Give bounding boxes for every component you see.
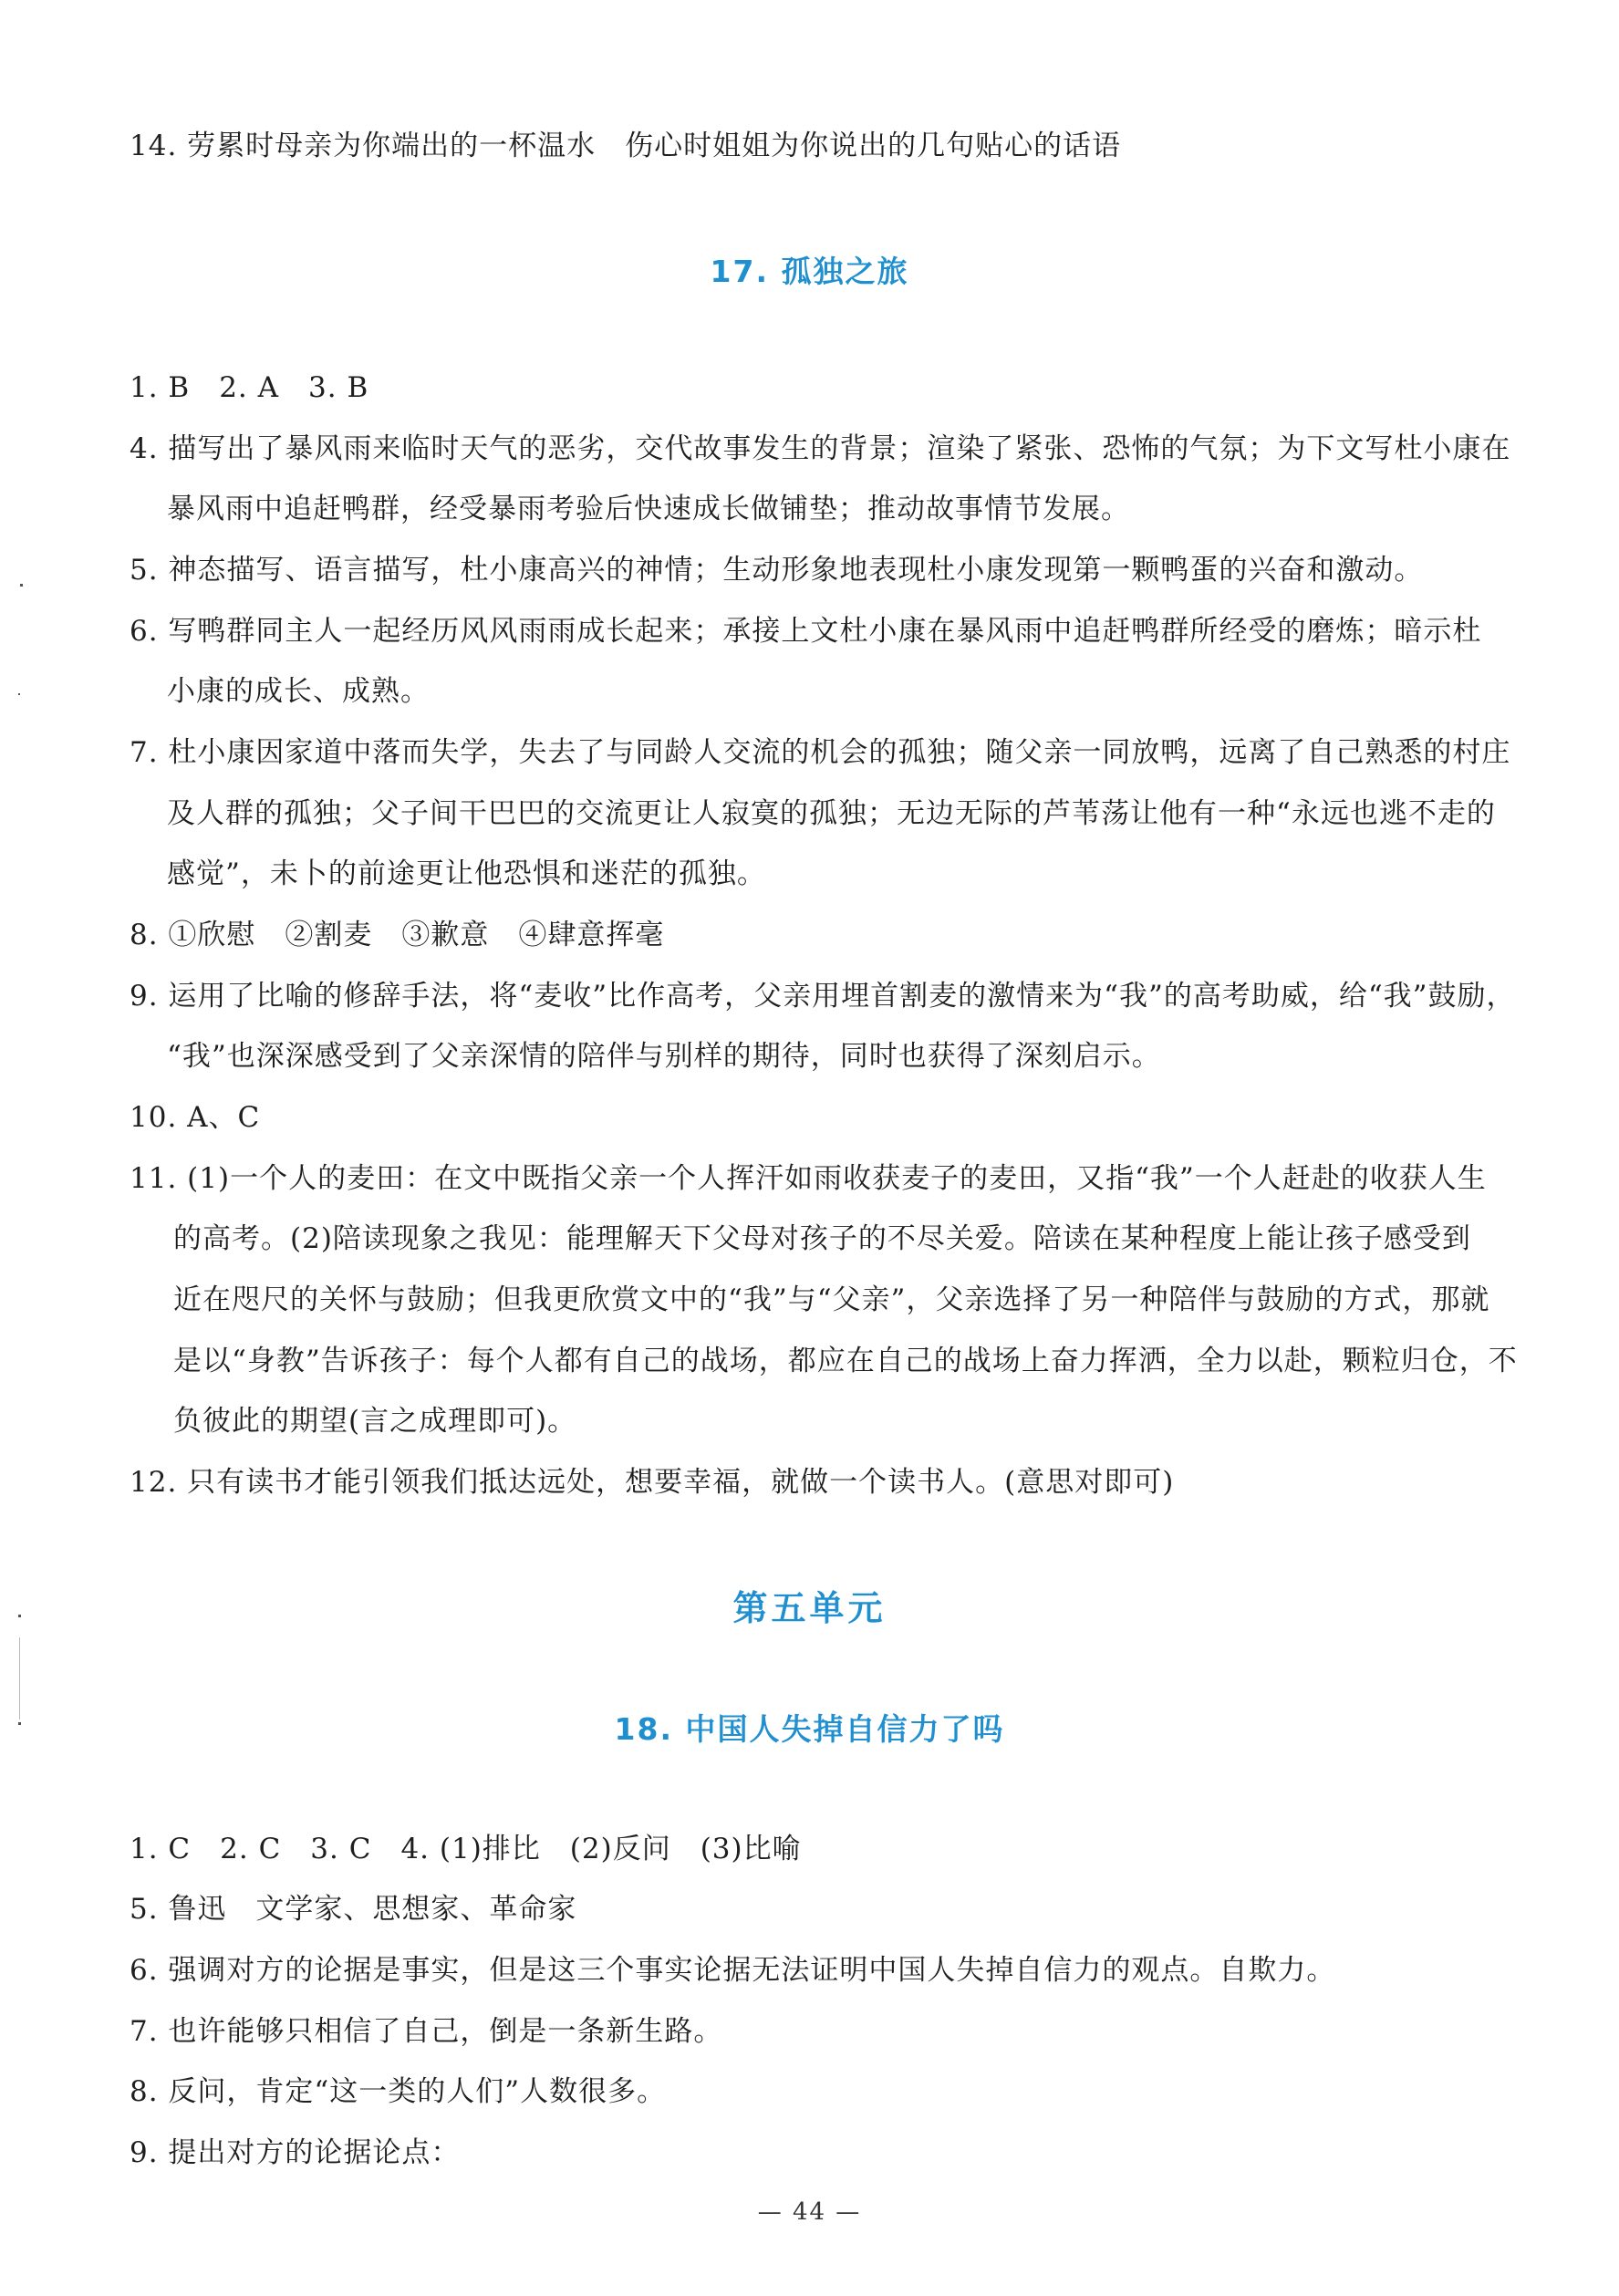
scan-speck: [18, 1722, 21, 1725]
answer-line: 4. 描写出了暴风雨来临时天气的恶劣，交代故事发生的背景；渲染了紧张、恐怖的气氛；为下文写杜小康在: [130, 432, 1511, 465]
answer-line: 9. 运用了比喻的修辞手法，将“麦收”比作高考，父亲用埋首割麦的激情来为“我”的高考助威，给“我”鼓励，: [130, 980, 1516, 1013]
answer-line: 11. (1)一个人的麦田：在文中既指父亲一个人挥汗如雨收获麦子的麦田，又指“我”一个人赶赴的收获人生: [130, 1162, 1487, 1195]
answer-line: 9. 提出对方的论据论点：: [130, 2136, 461, 2169]
answer-line: 8. ①欣慰 ②割麦 ③歉意 ④肆意挥毫: [130, 919, 665, 951]
section-heading: 18. 中国人失掉自信力了吗: [614, 1711, 1005, 1747]
answer-line: 1. B 2. A 3. B: [130, 371, 369, 404]
scan-speck: [18, 693, 20, 695]
answer-line: 14. 劳累时母亲为你端出的一杯温水 伤心时姐姐为你说出的几句贴心的话语: [130, 130, 1122, 162]
answer-line-continued: 是以“身教”告诉孩子：每个人都有自己的战场，都应在自己的战场上奋力挥洒，全力以赴，颗粒归仓，不: [173, 1345, 1518, 1377]
scan-speck: [18, 1615, 21, 1617]
answer-line: 1. C 2. C 3. C 4. (1)排比 (2)反问 (3)比喻: [130, 1833, 802, 1865]
answer-line: 5. 鲁迅 文学家、思想家、革命家: [130, 1893, 577, 1926]
answer-line: 10. A、C: [130, 1101, 261, 1134]
answer-line: 6. 强调对方的论据是事实，但是这三个事实论据无法证明中国人失掉自信力的观点。自欺力。: [130, 1954, 1336, 1987]
scan-speck: [19, 1637, 20, 1719]
page-number: — 44 —: [757, 2198, 862, 2226]
answer-line: 6. 写鸭群同主人一起经历风风雨雨成长起来；承接上文杜小康在暴风雨中追赶鸭群所经受的磨炼；暗示杜: [130, 615, 1482, 648]
answer-line: 7. 杜小康因家道中落而失学，失去了与同龄人交流的机会的孤独；随父亲一同放鸭，远离了自己熟悉的村庄: [130, 736, 1511, 769]
answer-line: 12. 只有读书才能引领我们抵达远处，想要幸福，就做一个读书人。(意思对即可): [130, 1466, 1175, 1499]
answer-line: 8. 反问，肯定“这一类的人们”人数很多。: [130, 2075, 667, 2108]
answer-line-continued: 的高考。(2)陪读现象之我见：能理解天下父母对孩子的不尽关爱。陪读在某种程度上能让孩子感受到: [173, 1222, 1471, 1255]
answer-line-continued: 及人群的孤独；父子间干巴巴的交流更让人寂寞的孤独；无边无际的芦苇荡让他有一种“永远也逃不走的: [167, 797, 1496, 830]
answer-line-continued: 近在咫尺的关怀与鼓励；但我更欣赏文中的“我”与“父亲”，父亲选择了另一种陪伴与鼓励的方式，那就: [173, 1283, 1490, 1316]
answer-line-continued: 小康的成长、成熟。: [167, 675, 430, 708]
answer-line-continued: 感觉”，未卜的前途更让他恐惧和迷茫的孤独。: [167, 857, 766, 890]
answer-line: 7. 也许能够只相信了自己，倒是一条新生路。: [130, 2015, 723, 2048]
answer-line-continued: 暴风雨中追赶鸭群，经受暴雨考验后快速成长做铺垫；推动故事情节发展。: [167, 493, 1130, 525]
scan-speck: [20, 584, 23, 587]
section-heading: 17. 孤独之旅: [710, 254, 909, 289]
unit-heading: 第五单元: [732, 1588, 887, 1628]
answer-line-continued: 负彼此的期望(言之成理即可)。: [173, 1405, 577, 1438]
answer-line: 5. 神态描写、语言描写，杜小康高兴的神情；生动形象地表现杜小康发现第一颗鸭蛋的兴奋和激动。: [130, 554, 1424, 587]
answer-line-continued: “我”也深深感受到了父亲深情的陪伴与别样的期待，同时也获得了深刻启示。: [167, 1040, 1161, 1073]
